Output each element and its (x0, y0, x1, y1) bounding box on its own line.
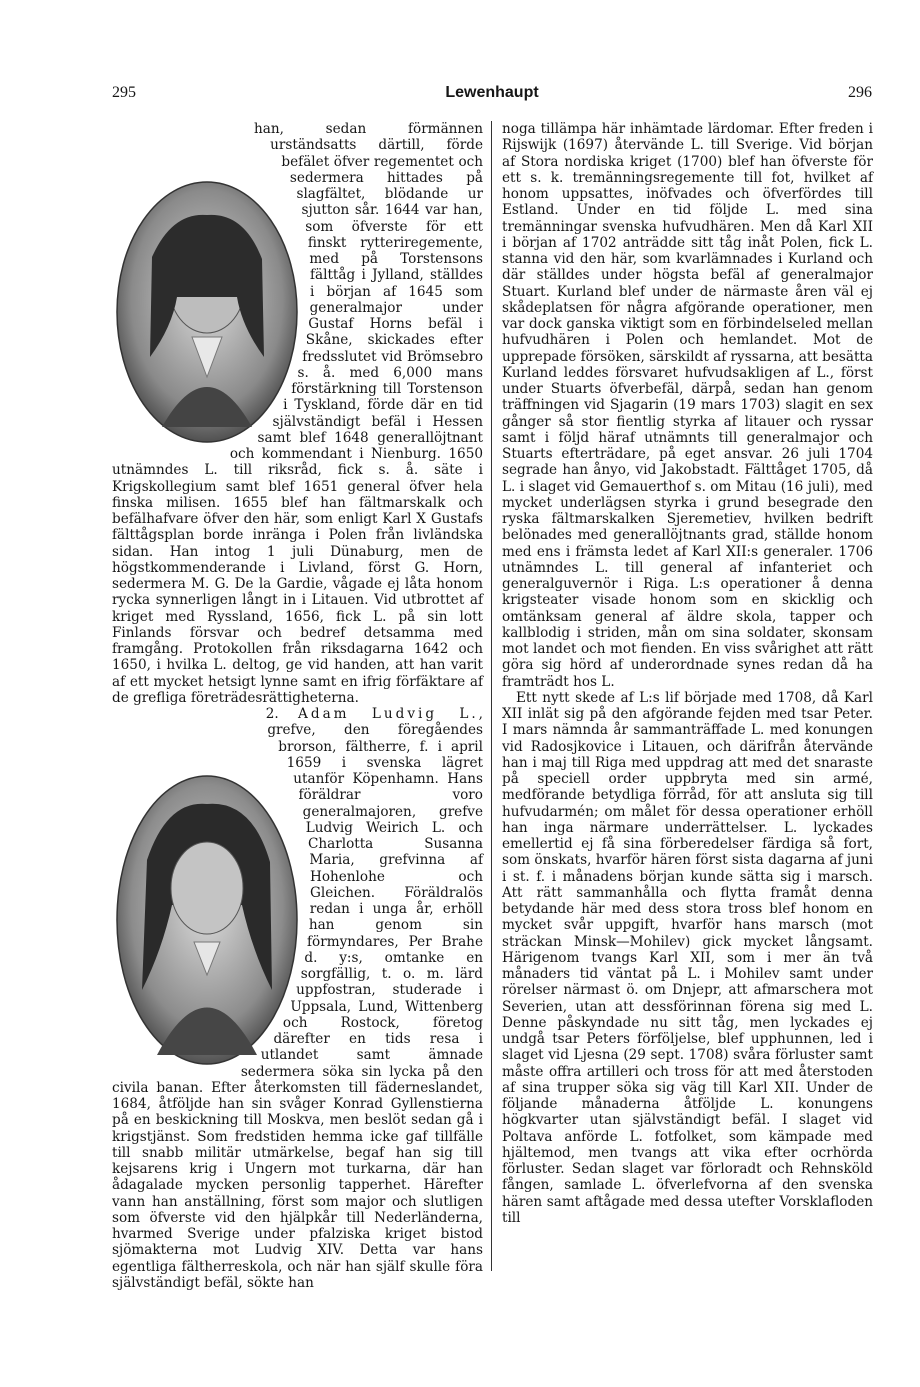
running-title: Lewenhaupt (445, 84, 539, 101)
right-column (502, 121, 873, 1271)
page-number-right: 296 (848, 84, 872, 101)
entry-text: , grefve, den föregåendes brorson, fältherre, f. i april 1659 i svenska lägret utanför Köpenhamn. Hans föräldrar voro generalmajoren, grefve Ludvig Weirich L. och Charlotta Susanna Maria, grefvinna af Hohenlohe och Gleichen. Föräldralös redan i unga år, erhöll han genom sin förmyndares, Per Brahe d. y:s, omtanke en sorgfällig, t. o. m. lärd uppfostran, studerade i Uppsala, Lund, Wittenberg och Rostock, företog därefter en tids resa i utlandet samt ämnade sedermera söka sin lycka på den civila banan. Efter återkomsten till fäderneslandet, 1684, åtföljde han sin svåger Konrad Gyllenstierna på en beskickning till Moskva, men beslöt sedan gå i krigstjänst. Som fredstiden hemma icke gaf tillfälle till snabb militär utmärkelse, begaf han sig till kejsarens krig i Ungern mot turkarna, där han ådagalade mycken personlig tapperhet. Härefter vann han anställning, först som major och slutligen som öfverste vid den hjälpkår till Nederländerna, hvarmed Sverige under pfalziska kriget bistod sjömakterna mot Ludvig XIV. Detta var hans egentliga fältherreskola, och när han själf skulle föra självständigt befäl, sökte han (112, 706, 483, 1291)
portrait-second (112, 770, 302, 1070)
portrait-first (112, 177, 302, 447)
entry-number: 2. (265, 706, 279, 722)
paragraph-career: noga tillämpa här inhämtade lärdomar. Efter freden i Rijswijk (1697) återvände L. till Sverige. Vid början af Stora nordiska kriget (1700) blef han öfverste för ett s. k. tremänningsregemente till fot, hvilket af honom uppsattes, inöfvades och öfverfördes till Estland. Under en tid följde L. med sina tremänningar svenska hufvudhären. Men då Karl XII i början af 1702 anträdde sitt tåg inåt Polen, fick L. stanna vid den här, som kvarlämnades i Kurland och där ställdes under högsta befäl af generalmajor Stuart. Kurland blef under de närmaste åren väl ej skådeplatsen för några afgörande operationer, men var dock ganska viktigt som en förbindelseled mellan hufvudhären i Polen och hemlandet. Mot de upprepade försöken, särskildt af ryssarna, att besätta Kurland leddes försvaret hufvudsakligen af L., först under Stuarts öfverbefäl, därpå, sedan han genom träffningen vid Sjagarin (19 mars 1703) slagit en sex gånger så stor fientlig styrka af litauer och ryssar samt i följd häraf utnämnts till generalmajor och Stuarts efterträdare, på eget ansvar. 26 juli 1704 segrade han ånyo, vid Jakobstadt. Fälttåget 1705, då L. i slaget vid Gemauerthof s. om Mitau (16 juli), med mycket underlägsen styrka i grund besegrade den ryska fältmarskalken Sjeremetiev, hvilken bedrift belönades med generallöjtnants grad, ställde honom med ens i främsta ledet af Karl XII:s generaler. 1706 utnämndes L. till general af infanteriet och generalguvernör i Riga. L:s operationer å denna krigsteater visade honom som en skicklig och omtänksam general af äldre skola, tapper och kallblodig i striden, mån om sina soldater, skonsam mot landet och mot fienden. En viss svårighet att rätt göra sig hörd af underordnade synes redan då ha framträdt hos L. (502, 121, 874, 690)
column-divider (491, 121, 492, 1271)
paragraph-1708-campaign: Ett nytt skede af L:s lif började med 1708, då Karl XII inlät sig på den afgörande fejden med tsar Peter. I mars nämnda år sammanträffade L. med konungen vid Radosjkovice i Litauen, och därifrån återvände han i maj till Riga med uppdrag att med det snaraste på speciell order uppbryta med sin armé, medförande betydliga förråd, för att ansluta sig till hufvudarmén; om målet för dessa operationer erhöll han inga närmare underrättelser. L. lyckades emellertid ej få sina förberedelser färdiga så fort, som önskats, hvarför hären först sista dagarna af juni i st. f. i månadens början kunde sätta sig i marsch. Att rätt sammanhålla och flytta framåt denna betydande här med dess stora tross blef honom en mycket svår uppgift, hvarför hans marsch (mot sträckan Minsk—Mohilev) gick mycket långsamt. Härigenom tvangs Karl XII, som i mer än två månaders tid väntat på L. i Mohilev samt under rörelser närmast ö. om Dnjepr, att afmarschera mot Severien, utan att dessförinnan förena sig med L. Denne påskyndade nu sitt tåg, men lyckades ej undgå tsar Peters förföljelse, blef upphunnen, led i slaget vid Ljesna (29 sept. 1708) svåra förluster samt måste offra artilleri och tross för att med återstoden af sina trupper söka sig väg till Karl XII. Under de följande månaderna åtföljde L. konungens högkvarter utan självständigt befäl. I slaget vid Poltava anförde L. fotfolket, som kämpade med hjältemod, men tvangs att vika efter ocrhörda förluster. Sedan slaget var förloradt och Rehnsköld fången, samlade L. öfverlefvorna af den svenska hären samt aftågade med dessa utefter Vorsklafloden till (502, 689, 873, 1226)
left-column (112, 121, 483, 1291)
portrait-engraving-adam-ludvig (112, 770, 302, 1070)
portrait-engraving (112, 177, 302, 447)
paragraph-intro: han, sedan förmännen urständsatts därtill, förde befälet öfver regementet och sedermera hittades på slagfältet, blödande ur sjutton sår. 1644 var han, som öfverste för ett finskt rytteriregemente, med på Torstensons fälttåg i Jylland, ställdes i början af 1645 som generalmajor under Gustaf Horns befäl i Skåne, skickades efter fredsslutet vid Brömsebro s. å. med 6,000 mans förstärkning till Torstenson i Tyskland, förde där en tid självständigt befäl i Hessen samt blef 1648 generallöjtnant och kommendant i Nienburg. 1650 utnämndes L. till riksråd, fick s. å. säte i Krigskollegium samt blef 1651 general öfver hela finska milisen. 1655 blef han fältmarskalk och befälhafvare öfver den här, som enligt Karl X Gustafs fälttågsplan borde inränga i Polen från livländska sidan. Han intog 1 juli Dünaburg, men de högstkommenderande i Livland, först G. Horn, sedermera M. G. De la Gardie, vågade ej låta honom rycka synnerligen långt in i Litauen. Vid utbrottet af kriget med Ryssland, 1656, fick L. på sin lott Finlands försvar och bedref detsamma med framgång. Protokollen från riksdagarna 1642 och 1650, i hvilka L. deltog, ge vid handen, att han varit af ett mycket hetsigt lynne samt en ifrig förfäktare af de grefliga företrädesrättigheterna. (112, 121, 483, 706)
page-number-left: 295 (112, 84, 136, 101)
page-header (112, 84, 872, 108)
entry-name: Adam Ludvig L. (298, 706, 479, 722)
